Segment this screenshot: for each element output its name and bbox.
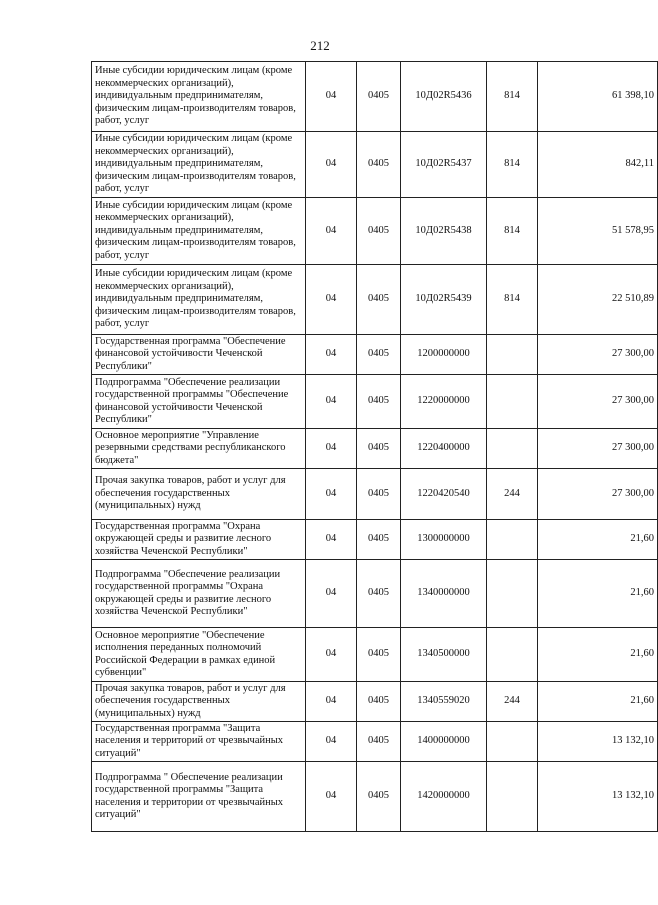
row-target-code: 1220000000 [401,375,487,429]
row-subsection: 0405 [357,335,401,375]
row-expense-kind: 244 [487,682,538,722]
row-amount: 21,60 [538,520,658,560]
table-row [92,198,658,265]
row-name: Иные субсидии юридическим лицам (кроме некоммерческих организаций), индивидуальным предпринимателям, физическим лицам-производителям товаров, работ, услуг [92,198,306,265]
row-section: 04 [306,62,357,132]
row-section: 04 [306,682,357,722]
table-row [92,429,658,469]
row-target-code: 1340559020 [401,682,487,722]
row-name: Подпрограмма "Обеспечение реализации государственной программы "Охрана окружающей среды и развитие лесного хозяйства Чеченской Республики" [92,560,306,628]
row-subsection: 0405 [357,722,401,762]
row-target-code: 1340000000 [401,560,487,628]
row-subsection: 0405 [357,375,401,429]
table-row [92,132,658,198]
row-section: 04 [306,198,357,265]
row-section: 04 [306,429,357,469]
row-expense-kind: 814 [487,265,538,335]
row-amount: 27 300,00 [538,335,658,375]
row-subsection: 0405 [357,628,401,682]
row-section: 04 [306,722,357,762]
row-name: Основное мероприятие "Обеспечение исполнения переданных полномочий Российской Федерации в рамках единой субвенции" [92,628,306,682]
row-target-code: 1220420540 [401,469,487,520]
row-amount: 61 398,10 [538,62,658,132]
row-name: Основное мероприятие "Управление резервными средствами республиканского бюджета" [92,429,306,469]
row-section: 04 [306,560,357,628]
row-expense-kind [487,762,538,832]
row-expense-kind [487,628,538,682]
row-expense-kind: 814 [487,62,538,132]
table-row [92,762,658,832]
row-subsection: 0405 [357,469,401,520]
row-amount: 21,60 [538,628,658,682]
row-expense-kind [487,375,538,429]
row-target-code: 1200000000 [401,335,487,375]
row-section: 04 [306,762,357,832]
row-name: Иные субсидии юридическим лицам (кроме некоммерческих организаций), индивидуальным предпринимателям, физическим лицам-производителям товаров, работ, услуг [92,132,306,198]
row-amount: 27 300,00 [538,375,658,429]
row-amount: 51 578,95 [538,198,658,265]
row-subsection: 0405 [357,429,401,469]
row-expense-kind [487,520,538,560]
table-row [92,628,658,682]
row-subsection: 0405 [357,682,401,722]
row-name: Иные субсидии юридическим лицам (кроме некоммерческих организаций), индивидуальным предпринимателям, физическим лицам-производителям товаров, работ, услуг [92,265,306,335]
table-row [92,682,658,722]
row-subsection: 0405 [357,265,401,335]
row-expense-kind [487,560,538,628]
row-section: 04 [306,469,357,520]
row-target-code: 1220400000 [401,429,487,469]
row-expense-kind: 814 [487,198,538,265]
row-subsection: 0405 [357,762,401,832]
row-expense-kind: 244 [487,469,538,520]
row-amount: 13 132,10 [538,722,658,762]
row-expense-kind [487,429,538,469]
row-amount: 27 300,00 [538,429,658,469]
row-expense-kind [487,722,538,762]
row-name: Государственная программа "Защита населения и территорий от чрезвычайных ситуаций" [92,722,306,762]
row-name: Государственная программа "Обеспечение финансовой устойчивости Чеченской Республики" [92,335,306,375]
table-row [92,520,658,560]
budget-table [91,61,658,832]
row-section: 04 [306,132,357,198]
row-expense-kind [487,335,538,375]
row-subsection: 0405 [357,198,401,265]
budget-table-body [92,62,658,832]
row-subsection: 0405 [357,132,401,198]
table-row [92,560,658,628]
row-name: Подпрограмма "Обеспечение реализации государственной программы "Обеспечение финансовой устойчивости Чеченской Республики" [92,375,306,429]
row-section: 04 [306,265,357,335]
table-row [92,722,658,762]
row-amount: 21,60 [538,560,658,628]
row-target-code: 1300000000 [401,520,487,560]
table-row [92,469,658,520]
row-amount: 21,60 [538,682,658,722]
row-section: 04 [306,375,357,429]
row-target-code: 10Д02R5438 [401,198,487,265]
table-row [92,375,658,429]
row-amount: 22 510,89 [538,265,658,335]
row-target-code: 1400000000 [401,722,487,762]
row-section: 04 [306,520,357,560]
row-section: 04 [306,628,357,682]
row-name: Подпрограмма " Обеспечение реализации государственной программы "Защита населения и территории от чрезвычайных ситуаций" [92,762,306,832]
row-target-code: 10Д02R5436 [401,62,487,132]
row-name: Государственная программа "Охрана окружающей среды и развитие лесного хозяйства Чеченской Республики" [92,520,306,560]
row-name: Иные субсидии юридическим лицам (кроме некоммерческих организаций), индивидуальным предпринимателям, физическим лицам-производителям товаров, работ, услуг [92,62,306,132]
row-subsection: 0405 [357,520,401,560]
row-target-code: 1340500000 [401,628,487,682]
row-amount: 842,11 [538,132,658,198]
row-expense-kind: 814 [487,132,538,198]
table-row [92,265,658,335]
row-name: Прочая закупка товаров, работ и услуг для обеспечения государственных (муниципальных) нужд [92,682,306,722]
row-target-code: 1420000000 [401,762,487,832]
row-target-code: 10Д02R5437 [401,132,487,198]
row-target-code: 10Д02R5439 [401,265,487,335]
table-row [92,62,658,132]
table-row [92,335,658,375]
row-subsection: 0405 [357,560,401,628]
row-amount: 27 300,00 [538,469,658,520]
row-name: Прочая закупка товаров, работ и услуг для обеспечения государственных (муниципальных) нужд [92,469,306,520]
row-subsection: 0405 [357,62,401,132]
page-number: 212 [310,38,330,53]
row-amount: 13 132,10 [538,762,658,832]
row-section: 04 [306,335,357,375]
